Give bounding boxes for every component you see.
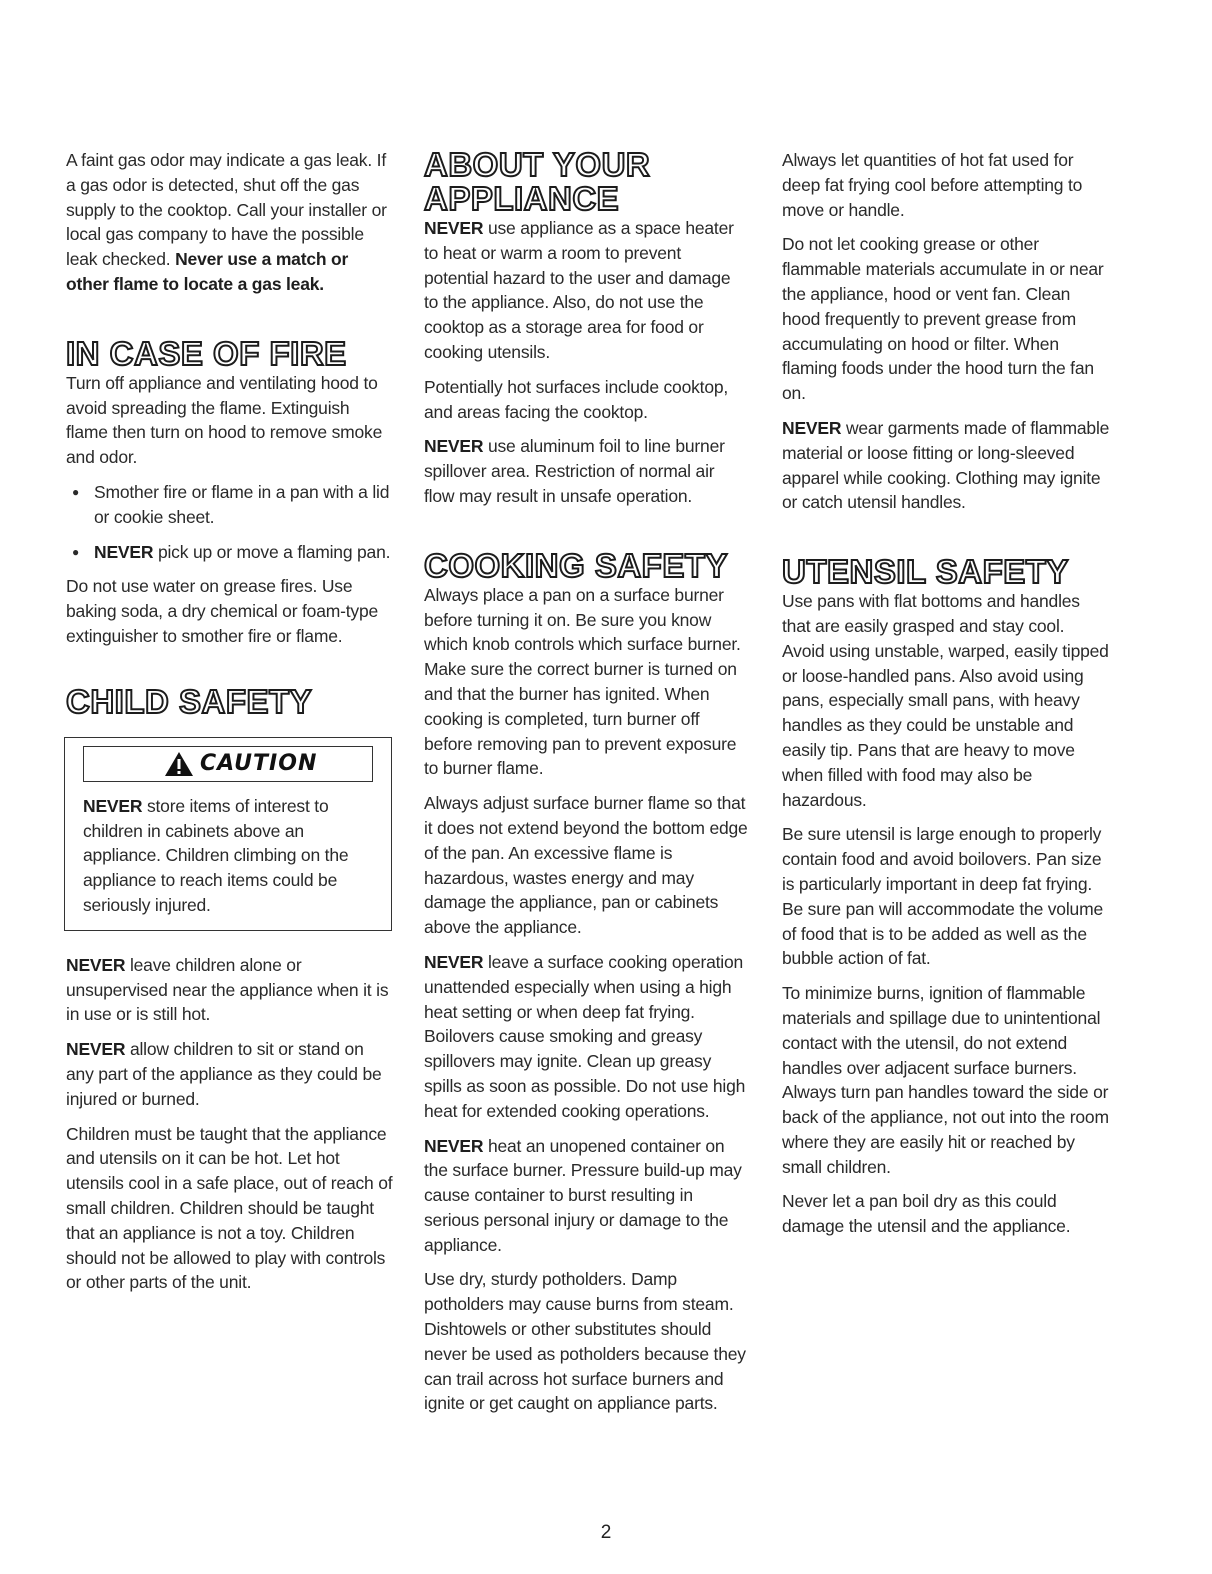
fire-paragraph-1: Turn off appliance and ventilating hood to avoid spreading the flame. Extinguish flame then turn on hood to remove smoke and odor. (66, 372, 383, 468)
warning-triangle-icon (164, 751, 194, 777)
caution-paragraph (83, 794, 373, 918)
cooking-paragraph-2: Always adjust surface burner flame so that it does not extend beyond the bottom edge of the pan. An excessive flame is hazardous, wastes energy and may damage the appliance, pan or cabinets above the appliance. (424, 793, 748, 938)
utensil-paragraph-4: Never let a pan boil dry as this could damage the utensil and the appliance. (782, 1191, 1071, 1237)
caution-label: CAUTION (200, 751, 318, 777)
caution-box (64, 737, 392, 931)
about-heading-line-2: APPLIANCE (424, 180, 620, 217)
utensil-paragraph-3: To minimize burns, ignition of flammable materials and spillage due to unintentional contact with the utensil, do not extend handles over adjacent surface burners. Always turn pan handles toward the side or back of the appliance, not out into the room where they are easily hit or reached by small children. (782, 983, 1109, 1177)
about-p1-bold: NEVER (424, 218, 484, 238)
child-safety-heading: CHILD SAFETY (66, 682, 313, 720)
about-paragraph-2: Potentially hot surfaces include cooktop, and areas facing the cooktop. (424, 376, 729, 422)
caution-banner (83, 746, 373, 782)
fire-paragraph-2: Do not use water on grease fires. Use baking soda, a dry chemical or foam-type extinguisher to smother fire or flame. (66, 576, 379, 646)
about-p1-text: use appliance as a space heater to heat or warm a room to prevent potential hazard to the user and damage to the appliance. Also, do not use the cooktop as a storage area for food or cooking utensils. (424, 218, 734, 362)
child-paragraph-3: Children must be taught that the appliance and utensils on it can be hot. Let hot utensils cool in a safe place, out of reach of small children. Children should be taught that an appliance is not a toy. Children should not be allowed to play with controls or other parts of the unit. (66, 1123, 393, 1293)
child-paragraph-1 (66, 953, 394, 1027)
bullet-icon: ● (72, 544, 80, 559)
cooking-paragraph-4 (424, 1134, 748, 1258)
cooking-p4-text: heat an unopened container on the surface burner. Pressure build-up may cause container to burst resulting in serious personal injury or damage to the appliance. (424, 1135, 742, 1255)
garments-paragraph (782, 416, 1110, 515)
grease-paragraph: Do not let cooking grease or other flammable materials accumulate in or near the appliance, hood or vent fan. Clean hood frequently to prevent grease from accumulating on hood or filter. When flaming foods under the hood turn the fan on. (782, 234, 1104, 404)
utensil-paragraph-1: Use pans with flat bottoms and handles that are easily grasped and stay cool. Avoid using unstable, warped, easily tipped or loose-handled pans. Also avoid using pans, especially small pans, with heavy handles as they could be unstable and easily tip. Pans that are heavy to move when filled with food may also be hazardous. (782, 591, 1109, 810)
child-p1-bold: NEVER (66, 954, 126, 975)
hot-fat-paragraph: Always let quantities of hot fat used for deep fat frying cool before attempting to move or handle. (782, 150, 1083, 220)
caution-bold: NEVER (83, 795, 143, 816)
cooking-p3-text: leave a surface cooking operation unattended especially when using a high heat setting or when deep fat frying. Boilovers cause smoking and greasy spillovers may ignite. Clean up greasy spills as soon as possible. Do not use high heat for extended cooking operations. (424, 951, 746, 1121)
column-left (66, 148, 394, 1305)
garments-text: wear garments made of flammable material or loose fitting or long-sleeved apparel while cooking. Clothing may ignite or catch utensil handles. (782, 417, 1110, 513)
cooking-paragraph-1: Always place a pan on a surface burner before turning it on. Be sure you know which knob controls which surface burner. Make sure the correct burner is turned on and that the burner has ignited. When cooking is completed, turn burner off before removing pan to prevent exposure to burner flame. (424, 584, 741, 779)
about-paragraph-1 (424, 216, 748, 365)
page-number: 2 (600, 1522, 612, 1543)
fire-bullet-2-text: pick up or move a flaming pan. (153, 541, 391, 562)
cooking-paragraph-5: Use dry, sturdy potholders. Damp potholders may cause burns from steam. Dishtowels or other substitutes should never be used as potholders because they can trail across hot surface burners and ignite or get caught on appliance parts. (424, 1269, 746, 1414)
cooking-paragraph-3 (424, 950, 748, 1124)
fire-bullet-2-bold: NEVER (94, 541, 154, 562)
garments-bold: NEVER (782, 417, 842, 438)
fire-bullet-1 (66, 480, 394, 530)
child-p1-text: leave children alone or unsupervised near the appliance when it is in use or is still hot. (66, 954, 389, 1025)
cooking-p3-bold: NEVER (424, 951, 484, 972)
utensil-safety-heading: UTENSIL SAFETY (782, 553, 1069, 591)
cooking-p4-bold: NEVER (424, 1135, 484, 1156)
child-p2-text: allow children to sit or stand on any part of the appliance as they could be injured or burned. (66, 1039, 382, 1109)
gas-leak-text: A faint gas odor may indicate a gas leak. If a gas odor is detected, shut off the gas supply to the cooktop. Call your installer or local gas company to have the possible leak checked. (66, 150, 387, 270)
about-heading (424, 148, 748, 216)
fire-bullet-1-text: Smother fire or flame in a pan with a lid or cookie sheet. (94, 481, 390, 527)
column-right (782, 148, 1110, 1249)
fire-heading: IN CASE OF FIRE (66, 334, 347, 372)
cooking-safety-heading: COOKING SAFETY (424, 546, 729, 584)
about-p3-text: use aluminum foil to line burner spillover area. Restriction of normal air flow may result in unsafe operation. (424, 436, 725, 506)
fire-bullet-2 (66, 540, 394, 565)
child-p2-bold: NEVER (66, 1039, 126, 1060)
gas-leak-warning: Never use a match or other flame to locate a gas leak. (66, 249, 349, 294)
fire-bullet-list (66, 480, 394, 564)
about-heading-line-1: ABOUT YOUR (424, 146, 651, 183)
bullet-icon: ● (72, 484, 80, 499)
about-p3-bold: NEVER (424, 436, 484, 457)
about-paragraph-3 (424, 434, 748, 508)
child-paragraph-2 (66, 1037, 394, 1111)
column-middle (424, 148, 748, 1426)
utensil-paragraph-2: Be sure utensil is large enough to properly contain food and avoid boilovers. Pan size is particularly important in deep fat frying. Be sure pan will accommodate the volume of food that is to be added as well as the bubble action of fat. (782, 824, 1103, 969)
caution-text: store items of interest to children in cabinets above an appliance. Children climbing on the appliance to reach items could be seriously injured. (83, 795, 349, 915)
gas-leak-paragraph (66, 148, 394, 297)
